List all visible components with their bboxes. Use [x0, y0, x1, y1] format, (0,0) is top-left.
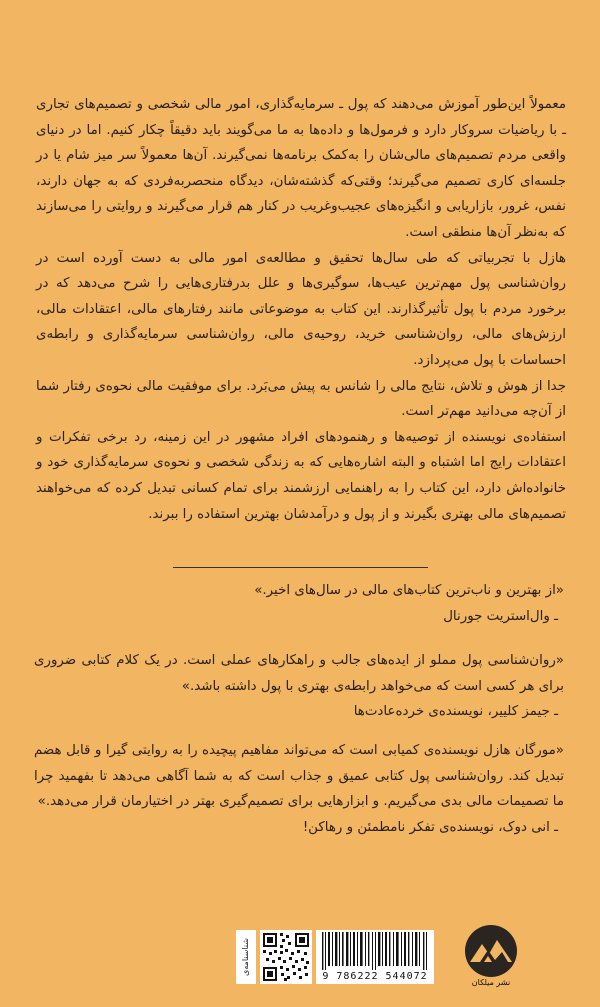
description-paragraph-2: هازل با تجربیاتی که طی سال‌ها تحقیق و مطالعه‌ی امور مالی به دست آورده است در روان‌شناسی پول مهم‌ترین عیب‌ها، سوگیری‌ها و علل بدرفتاری‌هایی را شرح می‌دهد که در برخورد مردم با پول تأثیرگذارند. این کتاب به موضوعاتی مانند رفتارهای مالی، اعتقادات مالی، ارزش‌های مالی، روان‌شناسی خرید، روحیه‌ی مالی، روان‌شناسی سرمایه‌گذاری و رابطه‌ی احساسات با پول می‌پردازد.: [36, 250, 566, 368]
publisher-logo-icon: [462, 924, 520, 978]
review-blurb-2: [34, 648, 564, 725]
review-source: ـ وال‌استریت جورنال: [443, 608, 558, 624]
publisher-name: نشر میلکان: [471, 978, 511, 987]
barcode: [316, 930, 434, 984]
divider-line: [173, 567, 428, 568]
review-quote: «روان‌شناسی پول مملو از ایده‌های جالب و راهکارهای عملی است. در یک کلام کتابی ضروری برای هر کسی است که می‌خواهد رابطه‌ی بهتری با پول داشته باشد.»: [34, 653, 564, 694]
review-blurb-3: [34, 738, 564, 840]
description-text: [36, 92, 566, 527]
description-paragraph-4: استفاده‌ی نویسنده از توصیه‌ها و رهنمودهای افراد مشهور در این زمینه، رد برخی تفکرات و اعتقادات رایج اما اشتباه و البته اشاره‌هایی که به زندگی شخصی و نحوه‌ی سرمایه‌گذاری خود و خانواده‌اش دارد، این کتاب را به راهنمایی ارزشمند برای تمام کسانی تبدیل کرده که می‌خواهند تصمیم‌های مالی بهتری بگیرند و از پول و درآمدشان بهترین استفاده را ببرند.: [36, 429, 566, 522]
review-source: ـ انی دوک، نویسنده‌ی تفکر نامطمئن و رهاکن!: [302, 819, 558, 835]
review-quote: «از بهترین و ناب‌ترین کتاب‌های مالی در سال‌های اخیر.»: [254, 583, 564, 598]
review-quote: «مورگان هازل نویسنده‌ی کمیابی است که می‌تواند مفاهیم پیچیده را به روایتی گیرا و قابل هضم تبدیل کند. روان‌شناسی پول کتابی عمیق و جذاب است که به شما آگاهی می‌دهد تا بفهمید چرا ما تصمیمات مالی بدی می‌گیریم. و ابزارهایی برای تصمیم‌گیری بهتر در اختیارمان قرار می‌دهد.»: [34, 743, 564, 810]
review-source: ـ جیمز کلییر، نویسنده‌ی خرده‌عادت‌ها: [353, 704, 558, 720]
review-blurb-1: [34, 578, 564, 629]
qr-code-icon[interactable]: [260, 930, 312, 984]
description-paragraph-1: معمولاً این‌طور آموزش می‌دهند که پول ـ سرمایه‌گذاری، امور مالی شخصی و تصمیم‌های تجاری ـ با ریاضیات سروکار دارد و فرمول‌ها و داده‌ها به ما می‌گویند باید دقیقاً چکار کنیم. اما در دنیای واقعی مردم تصمیم‌های مالی‌شان را به‌کمک برنامه‌ها نمی‌گیرند. آن‌ها معمولاً سر میز شام یا در جلسه‌ای کاری تصمیم می‌گیرند؛ وقتی‌که گذشته‌شان، دیدگاه منحصربه‌فردی که به جهان دارند، نفس، غرور، بازاریابی و انگیزه‌های عجیب‌وغریب در کنار هم قرار می‌گیرند و روایتی را می‌سازند که به‌نظر آن‌ها منطقی است.: [36, 97, 566, 240]
barcode-bars-icon: [316, 932, 434, 972]
qr-code-label: شناسنامه‌ی: [236, 930, 256, 984]
isbn-number: 9 786222 544072: [322, 971, 428, 982]
description-paragraph-3: جدا از هوش و تلاش، نتایج مالی را شانس به پیش می‌بَرد. برای موفقیت مالی نحوه‌ی رفتار شما از آن‌چه می‌دانید مهم‌تر است.: [36, 378, 566, 420]
